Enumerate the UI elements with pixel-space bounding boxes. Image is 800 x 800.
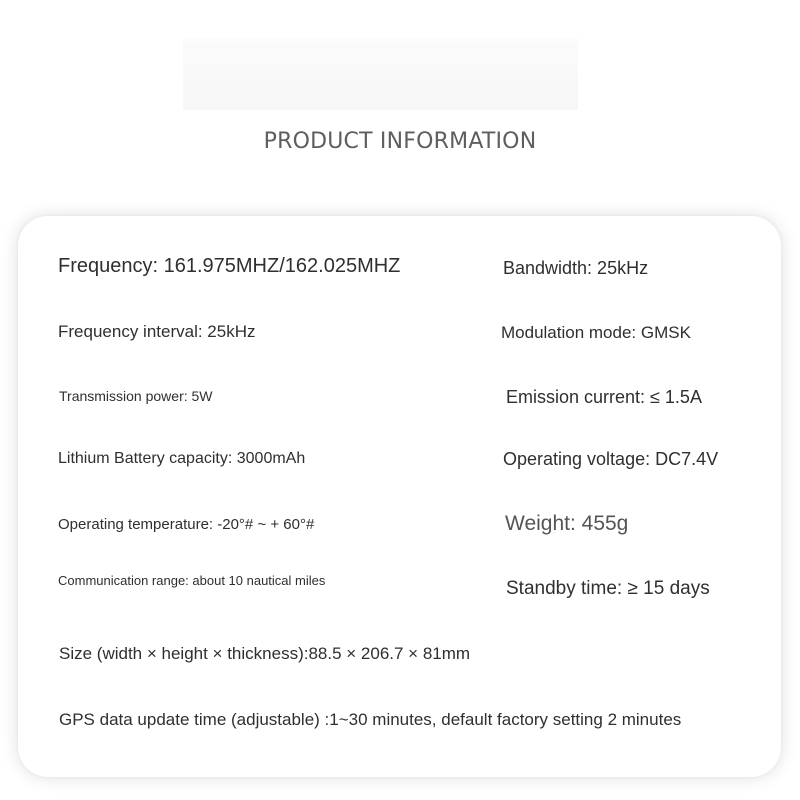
gps-update-spec: GPS data update time (adjustable) :1~30 minutes, default factory setting 2 minutes [59, 710, 682, 729]
product-info-card [18, 216, 781, 777]
transmission-power-spec: Transmission power: 5W [59, 388, 213, 404]
frequency-interval-spec: Frequency interval: 25kHz [58, 322, 256, 341]
communication-range-spec: Communication range: about 10 nautical miles [58, 573, 326, 588]
page-title: PRODUCT INFORMATION [263, 129, 537, 154]
operating-voltage-spec: Operating voltage: DC7.4V [503, 449, 719, 469]
weight-spec: Weight: 455g [505, 512, 629, 535]
operating-temperature-spec: Operating temperature: -20°# ~ + 60°# [58, 516, 315, 533]
header-banner-placeholder [183, 38, 578, 110]
battery-capacity-spec: Lithium Battery capacity: 3000mAh [58, 450, 306, 467]
size-spec: Size (width × height × thickness):88.5 × 206.7 × 81mm [59, 644, 471, 663]
modulation-mode-spec: Modulation mode: GMSK [501, 323, 691, 342]
standby-time-spec: Standby time: ≥ 15 days [506, 578, 710, 599]
bandwidth-spec: Bandwidth: 25kHz [503, 258, 649, 278]
emission-current-spec: Emission current: ≤ 1.5A [506, 387, 702, 407]
frequency-spec: Frequency: 161.975MHZ/162.025MHZ [58, 255, 401, 277]
